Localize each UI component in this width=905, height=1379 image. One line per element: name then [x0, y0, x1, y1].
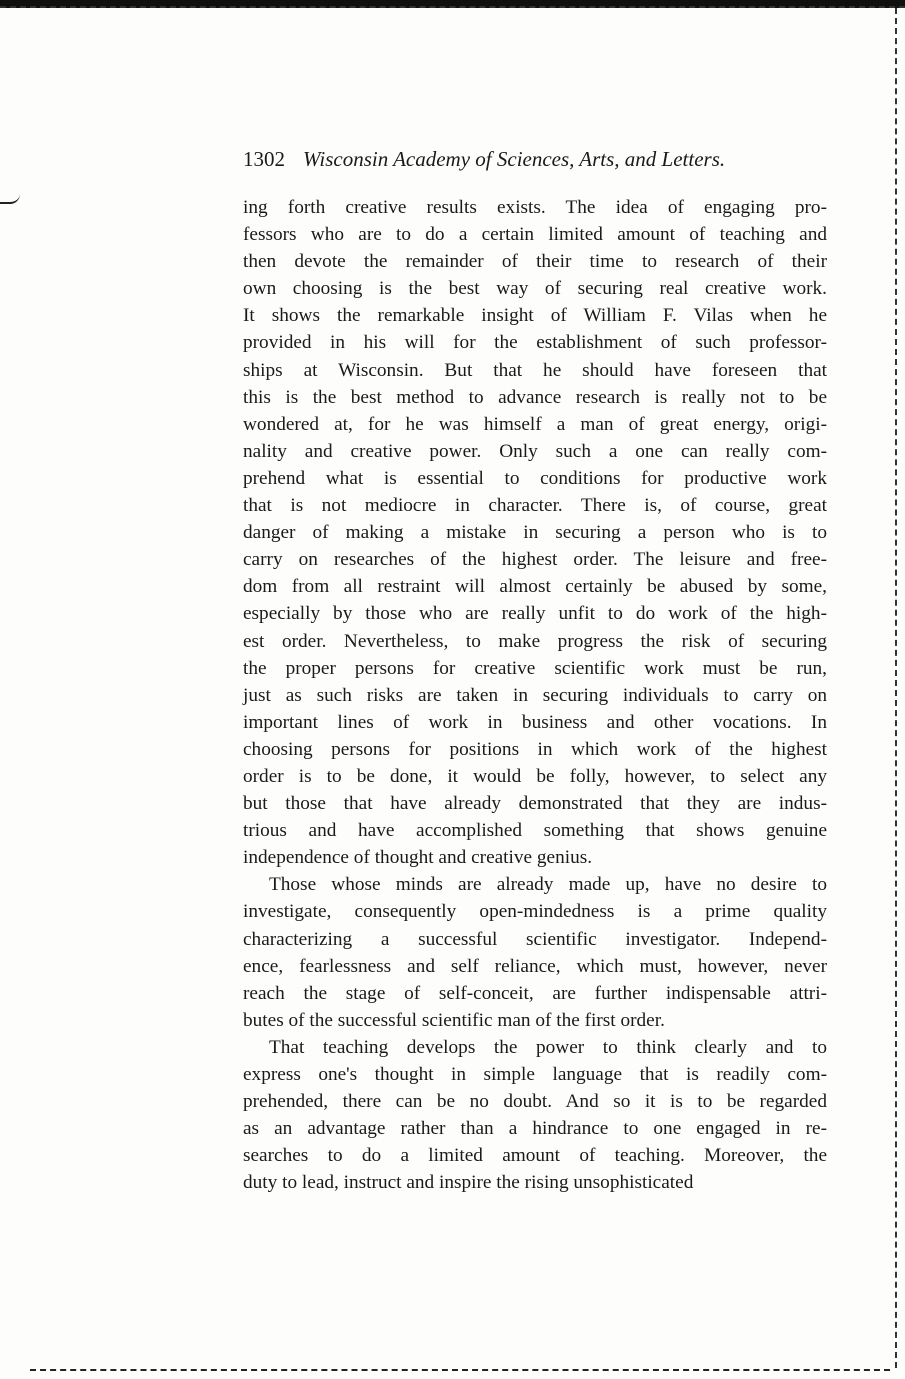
text-line: dom from all restraint will almost certainly be abused by some, — [243, 576, 827, 598]
text-line: Those whose minds are already made up, have no desire to — [269, 874, 827, 896]
text-line: ence, fearlessness and self reliance, which must, however, never — [243, 955, 827, 977]
text-line: It shows the remarkable insight of William F. Vilas when he — [243, 305, 827, 327]
text-line: ships at Wisconsin. But that he should have foreseen that — [243, 359, 827, 381]
page-number: 1302 — [243, 147, 285, 171]
text-line: that is not mediocre in character. There is, of course, great — [243, 495, 827, 517]
text-line: characterizing a successful scientific investigator. Independ- — [243, 928, 827, 950]
text-line: then devote the remainder of their time to research of their — [243, 251, 827, 273]
text-line: choosing persons for positions in which work of the highest — [243, 738, 827, 760]
text-line: order is to be done, it would be folly, however, to select any — [243, 765, 827, 787]
text-line: carry on researches of the highest order. The leisure and free- — [243, 549, 827, 571]
text-line: important lines of work in business and other vocations. In — [243, 711, 827, 733]
text-line: danger of making a mistake in securing a person who is to — [243, 522, 827, 544]
body-text — [243, 194, 827, 1196]
page-top-edge — [0, 0, 905, 8]
text-line: provided in his will for the establishment of such professor- — [243, 332, 827, 354]
text-line: especially by those who are really unfit to do work of the high- — [243, 603, 827, 625]
text-line: investigate, consequently open-mindedness is a prime quality — [243, 901, 827, 923]
running-title: Wisconsin Academy of Sciences, Arts, and Letters. — [303, 147, 726, 171]
text-line: the proper persons for creative scientific work must be run, — [243, 657, 827, 679]
text-line: ing forth creative results exists. The idea of engaging pro- — [243, 197, 827, 218]
paragraph — [243, 194, 827, 871]
text-line: just as such risks are taken in securing individuals to carry on — [243, 684, 827, 706]
text-line: express one's thought in simple language that is readily com- — [243, 1064, 827, 1085]
text-line: searches to do a limited amount of teaching. Moreover, the — [243, 1145, 827, 1167]
text-line: prehended, there can be no doubt. And so it is to be regarded — [243, 1091, 827, 1113]
text-line: butes of the successful scientific man of the first order. — [243, 1009, 665, 1031]
text-line: reach the stage of self-conceit, are further indispensable attri- — [243, 982, 827, 1004]
text-line: That teaching develops the power to think clearly and to — [269, 1036, 827, 1058]
page-bottom-edge — [30, 1369, 890, 1371]
text-line: fessors who are to do a certain limited amount of teaching and — [243, 224, 827, 246]
text-line: trious and have accomplished something that shows genuine — [243, 820, 827, 842]
text-line: est order. Nevertheless, to make progress the risk of securing — [243, 630, 827, 652]
text-line: independence of thought and creative genius. — [243, 847, 593, 869]
margin-mark — [0, 190, 20, 204]
text-line: this is the best method to advance research is really not to be — [243, 386, 827, 408]
text-line: nality and creative power. Only such a one can really com- — [243, 440, 827, 462]
paragraph — [243, 871, 827, 1034]
paragraph-container — [243, 194, 827, 1196]
page-right-edge — [895, 8, 897, 1368]
text-line: prehend what is essential to conditions for productive work — [243, 467, 827, 489]
text-line: but those that have already demonstrated that they are indus- — [243, 793, 827, 815]
text-line: as an advantage rather than a hindrance to one engaged in re- — [243, 1118, 827, 1140]
paragraph — [243, 1034, 827, 1197]
text-line: own choosing is the best way of securing real creative work. — [243, 278, 827, 300]
running-header — [243, 146, 843, 173]
text-line: duty to lead, instruct and inspire the rising unsophisticated — [243, 1172, 694, 1194]
text-line: wondered at, for he was himself a man of great energy, origi- — [243, 413, 827, 435]
